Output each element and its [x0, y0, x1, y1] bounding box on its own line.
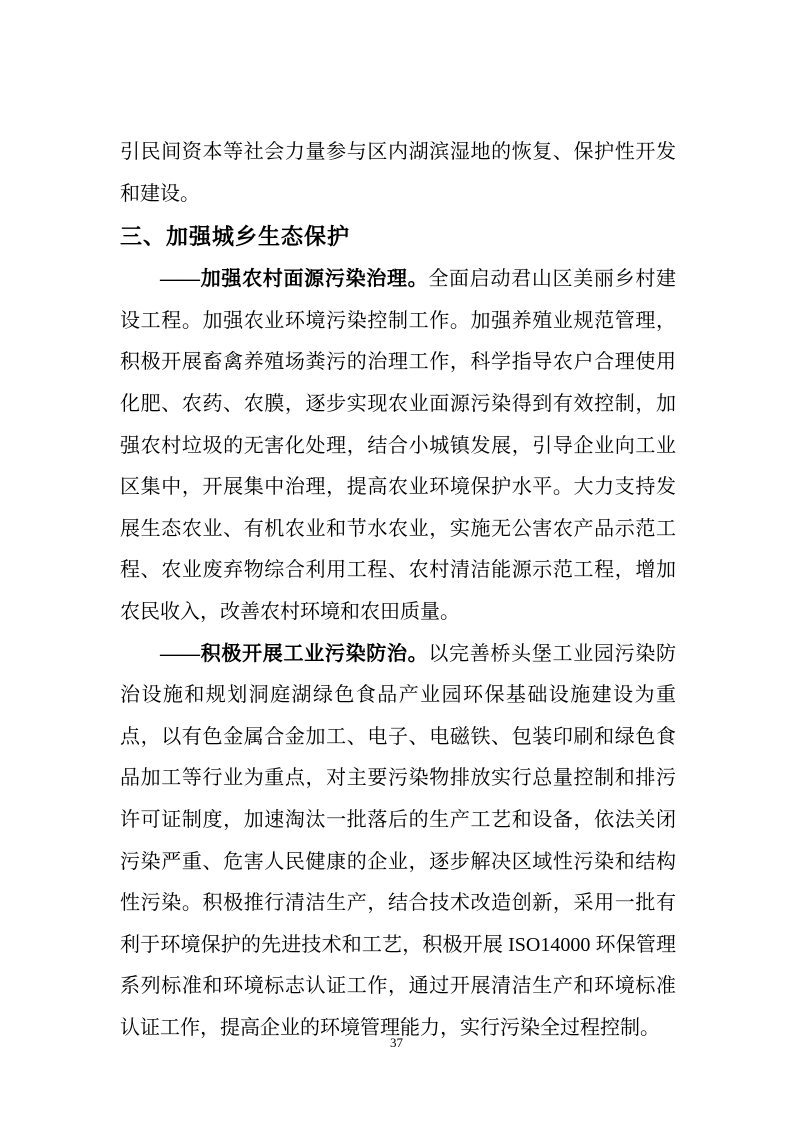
- paragraph-continuation: 引民间资本等社会力量参与区内湖滨湿地的恢复、保护性开发和建设。: [120, 141, 676, 205]
- paragraph-rural-pollution: [120, 259, 676, 633]
- page-footer: [0, 1034, 793, 1052]
- paragraph-body-rural-pollution: 全面启动君山区美丽乡村建设工程。加强农业环境污染控制工作。加强养殖业规范管理，积极开展畜禽养殖场粪污的治理工作，科学指导农户合理使用化肥、农药、农膜，逐步实现农业面源污染得到有效控制，加强农村垃圾的无害化处理，结合小城镇发展，引导企业向工业区集中，开展集中治理，提高农业环境保护水平。大力支持发展生态农业、有机农业和节水农业，实施无公害农产品示范工程、农业废弃物综合利用工程、农村清洁能源示范工程，增加农民收入，改善农村环境和农田质量。: [120, 268, 677, 623]
- page-number: 37: [390, 1035, 403, 1050]
- paragraph-body-industrial-pollution: 以完善桥头堡工业园污染防治设施和规划洞庭湖绿色食品产业园环保基础设施建设为重点，以有色金属合金加工、电子、电磁铁、包装印刷和绿色食品加工等行业为重点，对主要污染物排放实行总量控制和排污许可证制度，加速淘汰一批落后的生产工艺和设备，依法关闭污染严重、危害人民健康的企业，逐步解决区域性污染和结构性污染。积极推行清洁生产，结合技术改造创新，采用一批有利于环境保护的先进技术和工艺，积极开展 ISO14000 环保管理系列标准和环境标志认证工作，通过开展清洁生产和环境标准认证工作，提高企业的环境管理能力，实行污染全过程控制。: [120, 642, 677, 1039]
- section-heading: 三、加强城乡生态保护: [120, 224, 351, 250]
- document-content: [120, 132, 676, 1049]
- paragraph-lead-industrial-pollution: ——积极开展工业污染防治。: [160, 642, 429, 665]
- paragraph-industrial-pollution: [120, 634, 676, 1050]
- paragraph-lead-rural-pollution: ——加强农村面源污染治理。: [160, 268, 429, 291]
